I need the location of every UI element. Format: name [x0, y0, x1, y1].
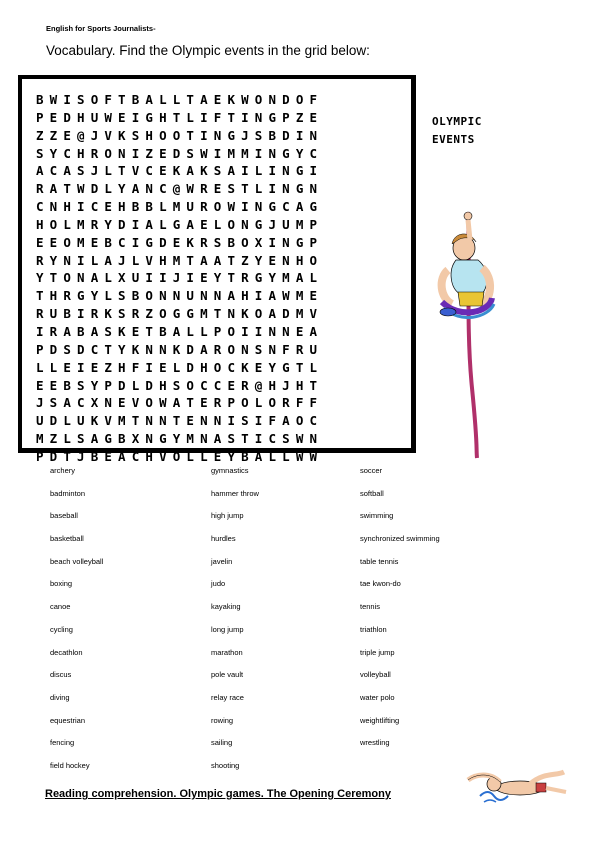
grid-row: ZZE@JVKSHOOTINGJSBDIN [36, 127, 324, 143]
word-list-item: marathon [211, 647, 243, 657]
word-search-box [18, 75, 416, 464]
grid-row: PDSDCTYKNNKDARONSNFRU [36, 341, 324, 357]
grid-row: THRGYLSBONNUNNAHIAWME [36, 288, 324, 304]
word-list-item: soccer [360, 466, 383, 475]
word-list-item: softball [360, 488, 384, 498]
instruction-text: Vocabulary. Find the Olympic events in the grid below: [46, 43, 370, 58]
word-list-column-3 [360, 466, 440, 761]
section-heading: Reading comprehension. Olympic games. The Opening Ceremony [45, 788, 391, 800]
word-list-item: long jump [211, 624, 244, 634]
grid-row: PDTJBEACHVOLLEYBALLWW [36, 448, 324, 464]
side-title-line1: OLYMPIC [432, 115, 482, 128]
word-list-item: hurdles [211, 534, 236, 544]
grid-row: EEBSYPDLDHSOCCER@HJHT [36, 377, 324, 393]
word-list-item: wrestling [360, 738, 390, 748]
olympic-events-title [432, 113, 482, 149]
grid-row: EEOMEBCIGDEKRSBOXINGP [36, 234, 324, 250]
word-list-item: beach volleyball [50, 556, 104, 566]
word-list-item: shooting [211, 760, 240, 770]
word-list-item: synchronized swimming [360, 534, 440, 544]
grid-row: LLEIEZHFIELDHOCKEYGTL [36, 359, 324, 375]
word-list-item: rowing [211, 715, 234, 725]
word-list-item: discus [50, 670, 72, 680]
grid-row: ACASJLTVCEKAKSAILINGI [36, 163, 324, 179]
grid-row: SYCHRONIZEDSWIMMINGYC [36, 145, 324, 161]
word-list-item: diving [50, 692, 70, 702]
pole-vaulter-illustration [430, 208, 510, 460]
grid-row: CNHICEHBBLMUROWINGCAG [36, 199, 324, 215]
word-list-item: equestrian [50, 715, 86, 725]
grid-row: HOLMRYDIALGAELONGJUMP [36, 216, 324, 232]
swimmer-illustration [460, 766, 570, 808]
word-list-item: water polo [360, 692, 395, 702]
word-list-column-1 [50, 466, 103, 784]
word-list-item: badminton [50, 488, 86, 498]
grid-row: IRABASKETBALLPOIINNEA [36, 323, 324, 339]
side-title-line2: EVENTS [432, 133, 475, 146]
word-list-item: baseball [50, 511, 78, 521]
word-list-item: decathlon [50, 647, 83, 657]
word-list-item: triple jump [360, 647, 395, 657]
word-list-item: gymnastics [211, 466, 249, 475]
grid-row: YTONALXUIIJIEYTRGYMAL [36, 270, 324, 286]
word-list-item: archery [50, 466, 76, 475]
grid-row: RATWDLYANC@WRESTLINGN [36, 181, 324, 197]
word-list-item: field hockey [50, 760, 90, 770]
grid-row: PEDHUWEIGHTLIFTINGPZE [36, 109, 324, 125]
word-list-item: high jump [211, 511, 244, 521]
word-list-item: hammer throw [211, 488, 259, 498]
word-list-item: relay race [211, 692, 244, 702]
word-list-item: table tennis [360, 556, 399, 566]
course-title: English for Sports Journalists- [46, 24, 156, 33]
word-list-item: javelin [211, 556, 233, 566]
grid-row: JSACXNEVOWATERPOLORFF [36, 395, 324, 411]
word-list-item: canoe [50, 602, 71, 612]
grid-row: BWISOFTBALLTAEKWONDOF [36, 92, 324, 107]
word-search-grid [36, 91, 323, 466]
word-list-item: judo [211, 579, 226, 589]
word-list-item: weightlifting [360, 715, 400, 725]
word-list-column-2 [211, 466, 259, 784]
word-list-item: pole vault [211, 670, 244, 680]
word-list-item: cycling [50, 624, 73, 634]
grid-row: UDLUKVMTNNTENNISIFAOC [36, 413, 324, 429]
word-list-item: triathlon [360, 624, 387, 634]
word-list-item: tae kwon-do [360, 579, 401, 589]
word-list-item: swimming [360, 511, 394, 521]
grid-row: RYNILAJLVHMTAATZYENHO [36, 252, 324, 268]
grid-row: RUBIRKSRZOGGMTNKOADMV [36, 306, 324, 322]
word-list-item: tennis [360, 602, 381, 612]
word-list-item: sailing [211, 738, 233, 748]
grid-row: MZLSAGBXNGYMNASTICSWN [36, 431, 324, 447]
word-list [0, 466, 595, 786]
word-list-item: fencing [50, 738, 75, 748]
word-list-item: kayaking [211, 602, 241, 612]
word-list-item: volleyball [360, 670, 391, 680]
word-list-item: boxing [50, 579, 73, 589]
word-list-item: basketball [50, 534, 84, 544]
